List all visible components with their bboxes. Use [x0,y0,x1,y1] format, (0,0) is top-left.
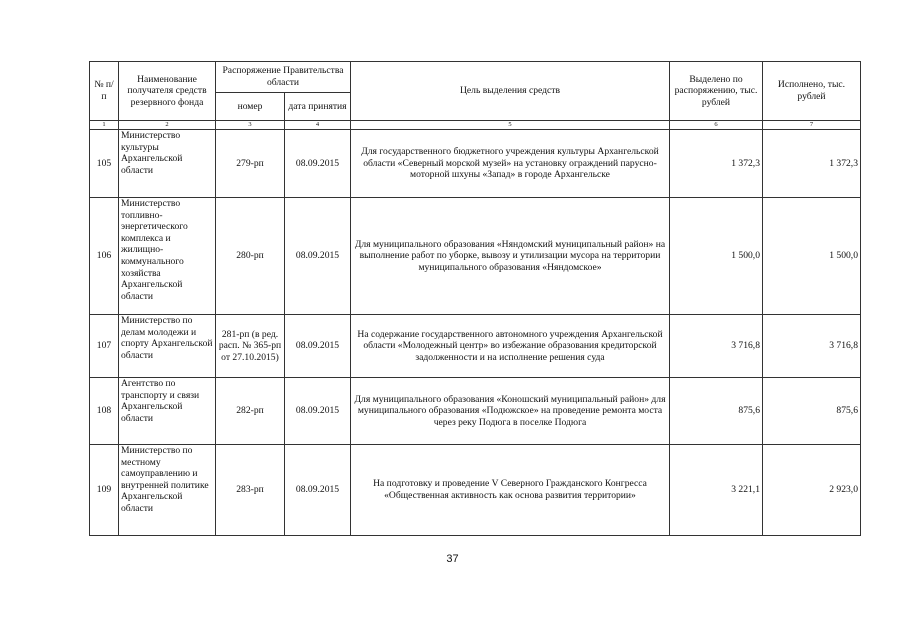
row-allocated: 3 716,8 [670,315,763,378]
row-purpose: Для муниципального образования «Няндомский муниципальный район» на выполнение работ по уборке, вывозу и утилизации мусора на территории муниципального образования «Няндомское» [351,198,670,315]
row-order-number: 279-рп [216,130,285,198]
row-order-date: 08.09.2015 [285,315,351,378]
header-order-group: Распоряжение Правительства области [216,62,351,93]
header-num: № п/п [90,62,119,121]
page-number: 37 [446,553,459,565]
row-purpose: На содержание государственного автономного учреждения Архангельской области «Молодежный центр» во избежание образования кредиторской задолженности и на исполнение решения суда [351,315,670,378]
table-row [90,315,861,378]
header-order-date: дата принятия [285,93,351,121]
row-order-date: 08.09.2015 [285,378,351,445]
row-allocated: 875,6 [670,378,763,445]
row-order-number: 281-рп (в ред. расп. № 365-рп от 27.10.2015) [216,315,285,378]
row-executed: 875,6 [763,378,861,445]
row-num: 105 [90,130,119,198]
row-order-number: 283-рп [216,445,285,536]
row-recipient: Министерство по делам молодежи и спорту Архангельской области [119,315,216,378]
row-executed: 2 923,0 [763,445,861,536]
row-num: 107 [90,315,119,378]
row-num: 109 [90,445,119,536]
column-number: 2 [119,121,216,130]
column-number: 5 [351,121,670,130]
row-recipient: Министерство топливно-энергетического комплекса и жилищно-коммунального хозяйства Архангельской области [119,198,216,315]
header-executed: Исполнено, тыс. рублей [763,62,861,121]
row-purpose: На подготовку и проведение V Северного Гражданского Конгресса «Общественная активность как основа развития территории» [351,445,670,536]
row-order-date: 08.09.2015 [285,130,351,198]
table-row [90,378,861,445]
row-purpose: Для муниципального образования «Коношский муниципальный район» для муниципального образования «Подюжское» на проведение ремонта моста через реку Подюга в поселке Подюга [351,378,670,445]
table-row [90,198,861,315]
header-purpose: Цель выделения средств [351,62,670,121]
row-recipient: Министерство культуры Архангельской области [119,130,216,198]
appropriations-table [89,61,861,536]
row-num: 106 [90,198,119,315]
column-number: 1 [90,121,119,130]
row-order-date: 08.09.2015 [285,198,351,315]
row-num: 108 [90,378,119,445]
row-order-number: 282-рп [216,378,285,445]
column-number: 6 [670,121,763,130]
row-allocated: 3 221,1 [670,445,763,536]
header-allocated: Выделено по распоряжению, тыс. рублей [670,62,763,121]
row-order-date: 08.09.2015 [285,445,351,536]
row-recipient: Агентство по транспорту и связи Архангельской области [119,378,216,445]
column-number: 4 [285,121,351,130]
header-row-1 [90,62,861,93]
row-purpose: Для государственного бюджетного учреждения культуры Архангельской области «Северный морской музей» на установку ограждений парусно-моторной шхуны «Запад» в городе Архангельске [351,130,670,198]
header-order-number: номер [216,93,285,121]
column-number: 3 [216,121,285,130]
column-number: 7 [763,121,861,130]
row-executed: 3 716,8 [763,315,861,378]
row-executed: 1 372,3 [763,130,861,198]
table-row [90,445,861,536]
row-order-number: 280-рп [216,198,285,315]
column-numbers-row [90,121,861,130]
row-recipient: Министерство по местному самоуправлению и внутренней политике Архангельской области [119,445,216,536]
table-row [90,130,861,198]
row-allocated: 1 500,0 [670,198,763,315]
header-recipient: Наименование получателя средств резервного фонда [119,62,216,121]
row-allocated: 1 372,3 [670,130,763,198]
row-executed: 1 500,0 [763,198,861,315]
